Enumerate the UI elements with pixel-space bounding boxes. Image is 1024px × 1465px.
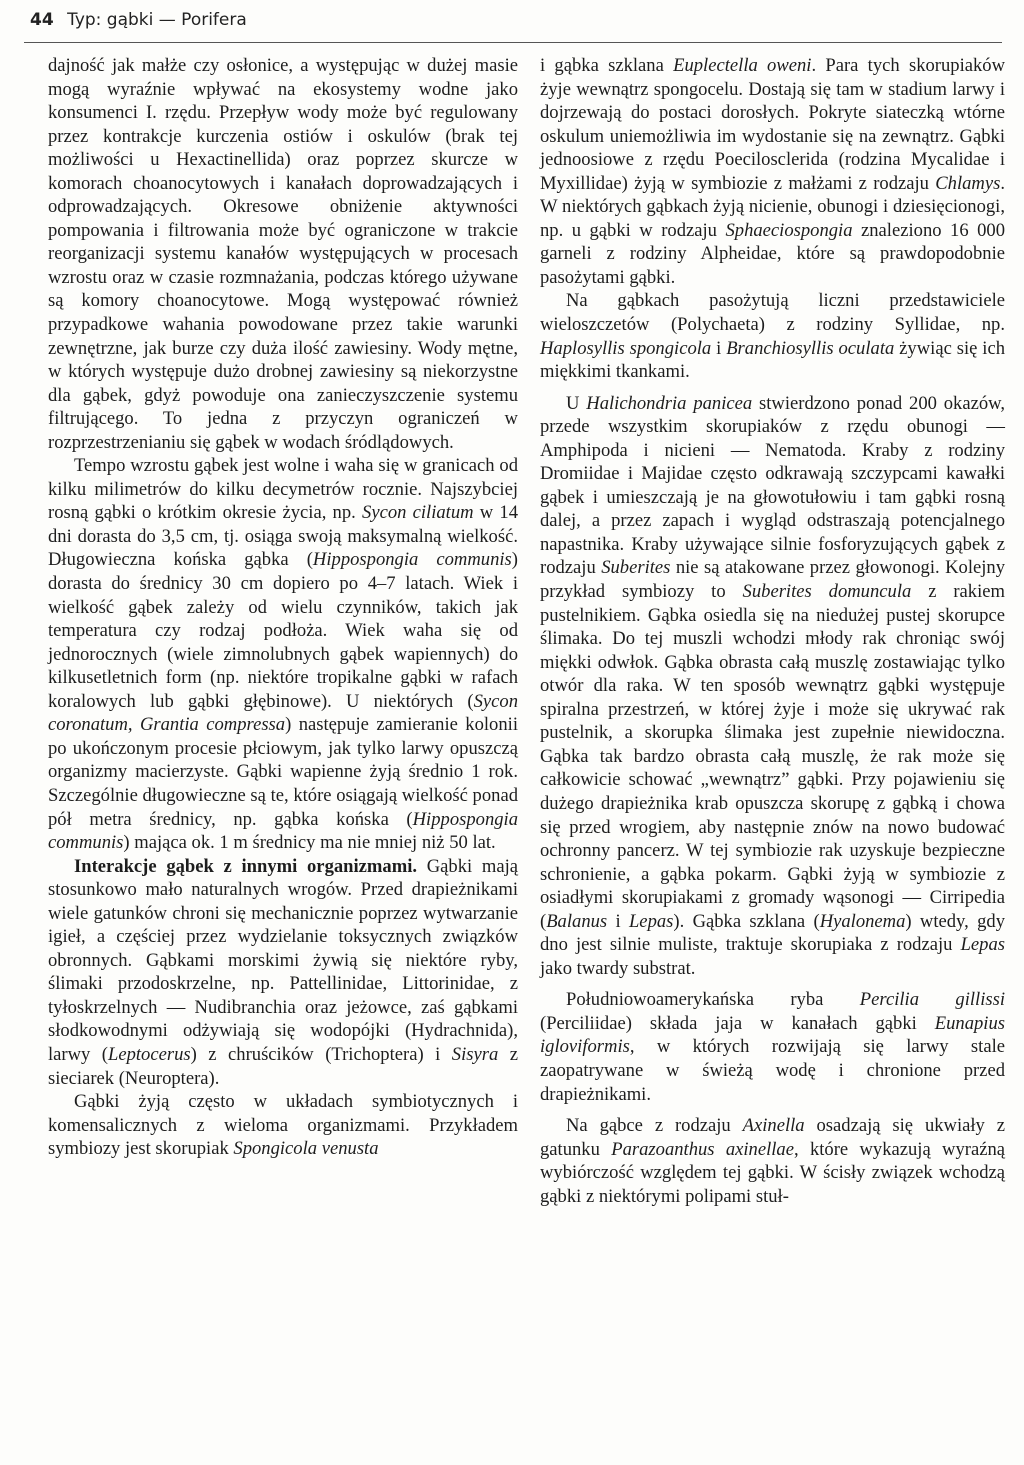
- text-run: ) następuje zamieranie kolonii po ukończonym procesie płciowym, jak tylko larwy opuszczą organizmy macierzyste. Gąbki wapienne żyją średnio 1 rok. Szczególnie długowieczne są te, które osiągają wielkość ponad pół metra średnicy, np. gąbka końska (: [48, 714, 518, 830]
- left-paragraph-4: [48, 1090, 518, 1161]
- species-name: Euplectella oweni: [673, 55, 812, 76]
- text-run: Gąbki żyją często w układach symbiotycznych i komensalicznych z wieloma organizmami. Przykładem symbiozy jest skorupiak: [48, 1091, 518, 1160]
- species-name: Axinella: [742, 1115, 805, 1137]
- species-name: Suberites: [601, 557, 671, 579]
- species-name: Parazoanthus axinellae: [611, 1138, 794, 1160]
- text-run: , które wykazują wyraźną wybiórczość względem tej gąbki. W ścisły związek wchodzą gąbki z niektórymi polipami stuł-: [540, 1138, 1006, 1207]
- species-name: Lepas: [960, 934, 1005, 956]
- species-name: Sycon coronatum, Grantia compressa: [48, 690, 518, 736]
- text-run: . W niektórych gąbkach żyją nicienie, obunogi i dziesięcionogi, np. u gąbki w rodzaju: [540, 172, 1005, 241]
- species-name: Eunapius igloviformis: [540, 1012, 1005, 1058]
- text-run: z rakiem pustelnikiem. Gąbka osiedla się na niedużej pustej skorupce ślimaka. Do tej muszli wchodzi młody rak chroniąc swój miękki odwłok. Gąbka obrasta całą muszlę zostawiając tylko otwór dla raka. W ten sposób wewnątrz gąbki występuje spiralna przestrzeń, w której żyje i może się ukrywać rak pustelnik, a skorupka ślimaka jest zupełnie niewidoczna. Gąbka tak bardzo obrasta całą muszlę, że rak może się całkowicie schować „wewnątrz” gąbki. Przy pojawieniu się dużego drapieżnika krab opuszcza skorupę z gąbką i chowa się przed wrogiem, aby następnie znów na nowo budować ochronny pancerz. W tej symbiozie rak uzyskuje bezpieczne schronienie, a gąbka pokarm. Gąbki żyją w symbiozie z osiadłymi skorupiakami z gromady wąsonogi — Cirripedia (: [540, 581, 1005, 932]
- right-paragraph-3: [540, 392, 1005, 981]
- text-run: żywiąc się ich miękkimi tkankami.: [540, 337, 1005, 383]
- header-rule: [24, 42, 1002, 43]
- species-name: Haplosyllis spongicola: [540, 337, 712, 359]
- text-run: i: [607, 910, 629, 932]
- species-name: Lepas: [628, 910, 674, 932]
- text-run: ). Gąbka szklana (: [673, 910, 820, 932]
- species-name: Leptocerus: [108, 1043, 191, 1065]
- species-name: Suberites domuncula: [742, 581, 912, 603]
- text-run: stwierdzono ponad 200 okazów, przede wszystkim skorupiaków z rzędu obunogi — Amphipoda i nicieni — Nematoda. Kraby z rodziny Dromiidae i Majidae często odkrawają szczypcami kawałki gąbek i umieszczają je na głowotułowiu i tam gąbki rosną dalej, a przez zapach i wygląd odstraszają potencjalnego napastnika. Kraby używające silnie fosforyzujących gąbek z rodzaju: [540, 392, 1006, 579]
- text-run: znaleziono 16 000 garneli z rodziny Alpheidae, które są prawdopodobnie pasożytami gąbki.: [540, 219, 1005, 288]
- species-name: Hippospongia communis: [48, 808, 518, 854]
- text-run: w 14 dni dorasta do 3,5 cm, tj. osiąga swoją maksymalną wielkość. Długowieczna końska gąbka (: [48, 502, 518, 571]
- species-name: Percilia gillissi: [859, 989, 1005, 1011]
- left-paragraph-2: [48, 454, 518, 854]
- text-run: i gąbka szklana: [540, 55, 674, 76]
- text-run: Południowoamerykańska ryba: [566, 989, 860, 1011]
- text-run: , w których rozwijają się larwy stale zaopatrywane w świeżą wodę i chronione przed drapieżnikami.: [540, 1036, 1005, 1105]
- right-column: [540, 54, 1005, 1208]
- text-run: . Para tych skorupiaków żyje wewnątrz spongocelu. Dostają się tam w stadium larwy i dojrzewają do postaci dorosłych. Pokryte siateczką wtórne oskulum uniemożliwia im wydostanie się na zewnątrz. Gąbki jednoosiowe z rzędu Poecilosclerida (rodzina Mycalidae i Myxillidae) żyją w symbiozie z małżami z rodzaju: [540, 55, 1006, 194]
- text-run: z sieciarek (Neuroptera).: [48, 1043, 518, 1089]
- right-paragraph-2: [540, 289, 1005, 383]
- left-paragraph-1: dajność jak małże czy osłonice, a występując w dużej masie mogą wyraźnie wpływać na ekosystemy wodne jako konsumenci I. rzędu. Przepływ wody może być regulowany przez kontrakcje kurczenia ostiów i oskulów (brak tej możliwości u Hexactinellida) oraz poprzez skurcze w komorach choanocytowych i kanałach doprowadzających i odprowadzających. Okresowe obniżenie aktywności pompowania i filtrowania może być ograniczone w trakcie reorganizacji systemu kanałów występujących w procesach wzrostu oraz w czasie rozmnażania, podczas którego używane są komory choanocytowe. Mogą występować również przypadkowe wahania powodowane przez takie warunki zewnętrzne, jak burze czy duża ilość zawiesiny. Wody mętne, w których występuje dużo drobnej zawiesiny są niekorzystne dla gąbek, gdyż powoduje ona zanieczyszczenie systemu filtrującego. To jedna z przyczyn ograniczeń w rozprzestrzenianiu się gąbek w wodach śródlądowych.: [48, 55, 518, 453]
- text-run: ) mająca ok. 1 m średnicy ma nie mniej niż 50 lat.: [123, 832, 496, 854]
- left-column: [48, 54, 518, 1161]
- text-run: Na gąbce z rodzaju: [566, 1115, 743, 1137]
- species-name: Branchiosyllis oculata: [726, 337, 895, 359]
- text-run: ) dorasta do średnicy 30 cm dopiero po 4–7 latach. Wiek i wielkość gąbek zależy od wielu czynników, takich jak temperatura czy rodzaj podłoża. Wiek waha się od jednorocznych (wiele zimnolubnych gąbek wapiennych) do kilkusetletnich form (np. niektóre tropikalne gąbki w rafach koralowych lub gąbki głębinowe). U niektórych (: [48, 549, 518, 712]
- species-name: Spongicola venusta: [233, 1138, 379, 1160]
- left-paragraph-3: [48, 855, 518, 1090]
- right-paragraph-1: [540, 54, 1005, 289]
- species-name: Hippospongia communis: [312, 549, 512, 571]
- text-run: U: [566, 392, 587, 414]
- text-run: ) z chruścików (Trichoptera) i: [190, 1043, 452, 1065]
- species-name: Sisyra: [451, 1043, 499, 1065]
- species-name: Hyalonema: [819, 910, 906, 932]
- right-paragraph-4: [540, 988, 1005, 1106]
- page-number: 44: [30, 10, 54, 30]
- text-run: osadzają się ukwiały z gatunku: [540, 1115, 1005, 1160]
- species-name: Sphaeciospongia: [725, 219, 853, 241]
- text-run: Gąbki mają stosunkowo mało naturalnych wrogów. Przed drapieżnikami wiele gatunków chroni się mechanicznie poprzez wytwarzanie igieł, a częściej przez wydzielanie toksycznych związków obronnych. Gąbkami morskimi żywią się niektóre ryby, ślimaki przodoskrzelne, np. Pattellinidae, Littorinidae, z tyłoskrzelnych — Nudibranchia oraz jeżowce, zaś gąbkami słodkowodnymi odżywiają się wodopójki (Hydrachnida), larwy (: [48, 855, 519, 1065]
- species-name: Halichondria panicea: [586, 392, 753, 414]
- right-paragraph-5: [540, 1114, 1005, 1208]
- species-name: Chlamys: [935, 172, 1001, 194]
- text-run: Na gąbkach pasożytują liczni przedstawiciele wieloszczetów (Polychaeta) z rodziny Syllidae, np.: [540, 290, 1005, 336]
- text-run: ) wtedy, gdy dno jest silnie muliste, traktuje skorupiaka z rodzaju: [540, 910, 1006, 956]
- running-title: Typ: gąbki — Porifera: [67, 10, 247, 30]
- text-run: nie są atakowane przez głowonogi. Kolejny przykład symbiozy to: [540, 557, 1005, 603]
- section-heading: Interakcje gąbek z innymi organizmami.: [74, 855, 418, 877]
- text-run: Tempo wzrostu gąbek jest wolne i waha się w granicach od kilku milimetrów do kilku decymetrów rocznie. Najszybciej rosną gąbki o krótkim okresie życia, np.: [48, 455, 518, 524]
- species-name: Balanus: [546, 910, 608, 932]
- text-run: jako twardy substrat.: [540, 957, 696, 979]
- text-run: i: [711, 337, 727, 359]
- species-name: Sycon ciliatum: [362, 502, 474, 524]
- running-header: [30, 6, 994, 34]
- text-run: (Perciliidae) składa jaja w kanałach gąbki: [540, 1012, 935, 1034]
